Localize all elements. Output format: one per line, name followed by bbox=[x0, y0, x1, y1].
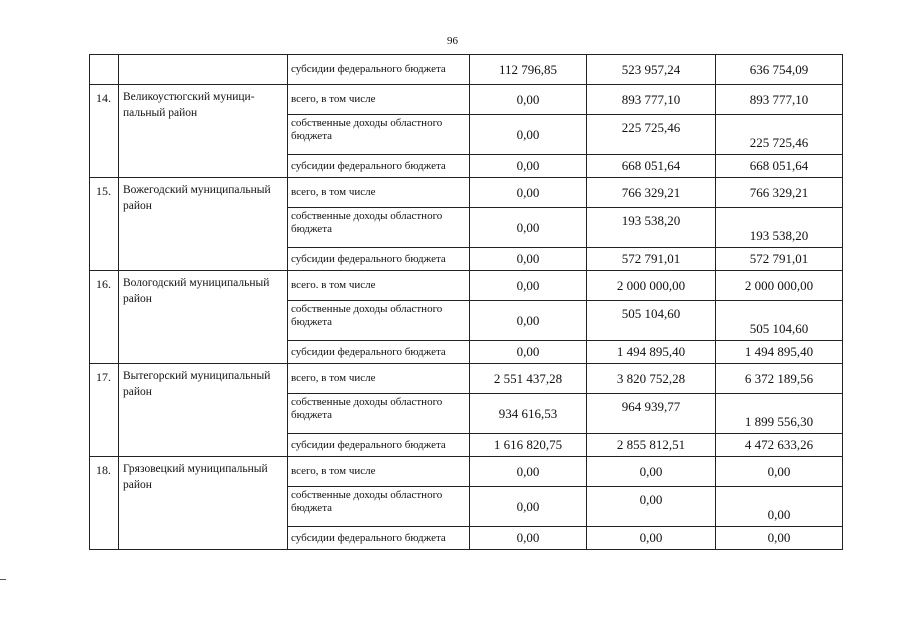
value-cell: 193 538,20 bbox=[716, 208, 843, 248]
value-cell: 0,00 bbox=[470, 85, 587, 115]
funding-type-cell: собственные доходы областного бюджета bbox=[288, 115, 470, 155]
value-cell: 0,00 bbox=[587, 457, 716, 487]
table-row bbox=[90, 55, 843, 85]
value-cell: 0,00 bbox=[470, 487, 587, 527]
funding-type-cell: всего, в том числе bbox=[288, 85, 470, 115]
row-number-cell: 18. bbox=[90, 457, 119, 550]
district-name-cell: Вожегодский муниципальный район bbox=[119, 178, 288, 271]
value-cell: 0,00 bbox=[470, 527, 587, 550]
value-cell: 0,00 bbox=[470, 271, 587, 301]
funding-type-cell: всего, в том числе bbox=[288, 178, 470, 208]
value-cell: 1 616 820,75 bbox=[470, 434, 587, 457]
page-number: 96 bbox=[447, 35, 458, 47]
value-cell: 636 754,09 bbox=[716, 55, 843, 85]
value-cell: 964 939,77 bbox=[587, 394, 716, 434]
empty-cell bbox=[119, 55, 288, 85]
value-cell: 3 820 752,28 bbox=[587, 364, 716, 394]
value-cell: 505 104,60 bbox=[587, 301, 716, 341]
funding-type-cell: субсидии федерального бюджета bbox=[288, 341, 470, 364]
value-cell: 0,00 bbox=[470, 457, 587, 487]
funding-type-cell: собственные доходы областного бюджета bbox=[288, 394, 470, 434]
district-name-cell: Великоустюгский муници-пальный район bbox=[119, 85, 288, 178]
funding-type-cell: субсидии федерального бюджета bbox=[288, 155, 470, 178]
funding-type-cell: всего. в том числе bbox=[288, 271, 470, 301]
value-cell: 193 538,20 bbox=[587, 208, 716, 248]
funding-type-cell: субсидии федерального бюджета bbox=[288, 248, 470, 271]
budget-table bbox=[89, 54, 843, 550]
table-row bbox=[90, 457, 843, 487]
value-cell: 225 725,46 bbox=[587, 115, 716, 155]
value-cell: 0,00 bbox=[470, 208, 587, 248]
value-cell: 112 796,85 bbox=[470, 55, 587, 85]
value-cell: 766 329,21 bbox=[587, 178, 716, 208]
funding-type-cell: собственные доходы областного бюджета bbox=[288, 301, 470, 341]
value-cell: 893 777,10 bbox=[587, 85, 716, 115]
value-cell: 1 899 556,30 bbox=[716, 394, 843, 434]
funding-type-cell: субсидии федерального бюджета bbox=[288, 434, 470, 457]
funding-type-cell: собственные доходы областного бюджета bbox=[288, 487, 470, 527]
value-cell: 0,00 bbox=[470, 341, 587, 364]
value-cell: 0,00 bbox=[587, 527, 716, 550]
funding-type-cell: всего, в том числе bbox=[288, 457, 470, 487]
value-cell: 1 494 895,40 bbox=[716, 341, 843, 364]
funding-type-cell: субсидии федерального бюджета bbox=[288, 55, 470, 85]
funding-type-cell: всего, в том числе bbox=[288, 364, 470, 394]
table-row bbox=[90, 85, 843, 115]
empty-cell bbox=[90, 55, 119, 85]
value-cell: 0,00 bbox=[470, 115, 587, 155]
value-cell: 668 051,64 bbox=[716, 155, 843, 178]
value-cell: 0,00 bbox=[587, 487, 716, 527]
value-cell: 2 551 437,28 bbox=[470, 364, 587, 394]
value-cell: 0,00 bbox=[470, 178, 587, 208]
value-cell: 893 777,10 bbox=[716, 85, 843, 115]
value-cell: 0,00 bbox=[716, 527, 843, 550]
value-cell: 1 494 895,40 bbox=[587, 341, 716, 364]
value-cell: 668 051,64 bbox=[587, 155, 716, 178]
row-number-cell: 16. bbox=[90, 271, 119, 364]
row-number-cell: 14. bbox=[90, 85, 119, 178]
district-name-cell: Вытегорский муниципальный район bbox=[119, 364, 288, 457]
value-cell: 0,00 bbox=[470, 301, 587, 341]
table-row bbox=[90, 271, 843, 301]
value-cell: 572 791,01 bbox=[587, 248, 716, 271]
funding-type-cell: субсидии федерального бюджета bbox=[288, 527, 470, 550]
value-cell: 2 000 000,00 bbox=[587, 271, 716, 301]
value-cell: 4 472 633,26 bbox=[716, 434, 843, 457]
value-cell: 0,00 bbox=[716, 487, 843, 527]
district-name-cell: Вологодский муниципальный район bbox=[119, 271, 288, 364]
value-cell: 0,00 bbox=[716, 457, 843, 487]
funding-type-cell: собственные доходы областного бюджета bbox=[288, 208, 470, 248]
table-row bbox=[90, 364, 843, 394]
value-cell: 523 957,24 bbox=[587, 55, 716, 85]
row-number-cell: 17. bbox=[90, 364, 119, 457]
district-name-cell: Грязовецкий муниципальный район bbox=[119, 457, 288, 550]
value-cell: 505 104,60 bbox=[716, 301, 843, 341]
margin-tick bbox=[0, 579, 6, 580]
value-cell: 225 725,46 bbox=[716, 115, 843, 155]
value-cell: 572 791,01 bbox=[716, 248, 843, 271]
value-cell: 0,00 bbox=[470, 155, 587, 178]
value-cell: 2 000 000,00 bbox=[716, 271, 843, 301]
value-cell: 2 855 812,51 bbox=[587, 434, 716, 457]
value-cell: 766 329,21 bbox=[716, 178, 843, 208]
table-row bbox=[90, 178, 843, 208]
value-cell: 6 372 189,56 bbox=[716, 364, 843, 394]
budget-table-body bbox=[90, 55, 843, 550]
row-number-cell: 15. bbox=[90, 178, 119, 271]
value-cell: 934 616,53 bbox=[470, 394, 587, 434]
value-cell: 0,00 bbox=[470, 248, 587, 271]
